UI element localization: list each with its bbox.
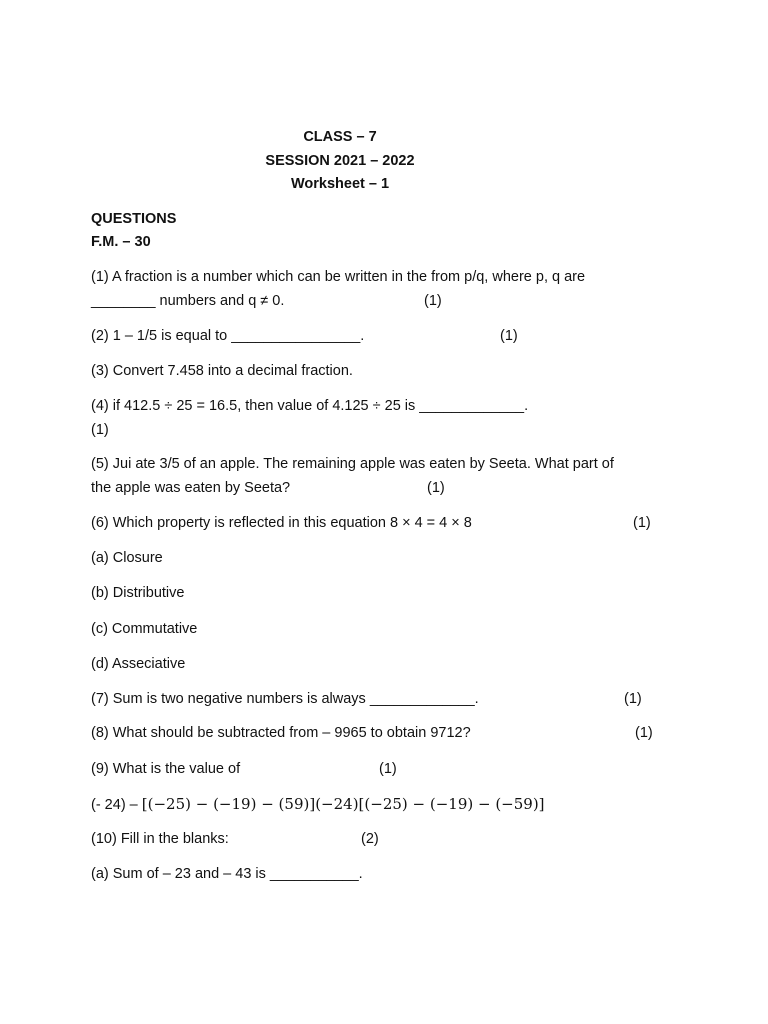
question-9-marks: (1) — [379, 761, 397, 777]
question-10: (10) Fill in the blanks: — [91, 831, 229, 847]
question-3: (3) Convert 7.458 into a decimal fraction. — [91, 363, 353, 379]
question-5-marks: (1) — [427, 480, 445, 496]
question-4: (4) if 412.5 ÷ 25 = 16.5, then value of 4.125 ÷ 25 is _____________. — [91, 398, 529, 414]
class-heading: CLASS – 7 — [303, 129, 377, 145]
worksheet-heading: Worksheet – 1 — [290, 176, 390, 192]
question-6-option-c: (c) Commutative — [91, 621, 198, 637]
question-1-marks: (1) — [424, 293, 442, 309]
question-5-line-1: (5) Jui ate 3/5 of an apple. The remaining apple was eaten by Seeta. What part of — [91, 456, 614, 472]
session-heading: SESSION 2021 – 2022 — [265, 153, 415, 169]
expression-prefix: (- 24) – — [91, 797, 142, 813]
question-6-option-d: (d) Asseciative — [91, 656, 186, 672]
question-6: (6) Which property is reflected in this equation 8 × 4 = 4 × 8 — [91, 515, 472, 531]
question-8: (8) What should be subtracted from – 9965 to obtain 9712? — [91, 725, 471, 741]
question-7: (7) Sum is two negative numbers is always _____________. — [91, 691, 479, 707]
question-6-marks: (1) — [633, 515, 651, 531]
question-1-line-2: ________ numbers and q ≠ 0. — [91, 293, 285, 309]
full-marks: F.M. – 30 — [91, 234, 151, 250]
question-4-marks: (1) — [91, 422, 109, 438]
question-5-line-2: the apple was eaten by Seeta? — [91, 480, 291, 496]
question-1-line-1: (1) A fraction is a number which can be written in the from p/q, where p, q are — [91, 269, 586, 285]
question-7-marks: (1) — [624, 691, 642, 707]
question-2: (2) 1 – 1/5 is equal to ________________. — [91, 328, 365, 344]
questions-label: QUESTIONS — [91, 211, 177, 227]
question-9-expression — [91, 795, 545, 813]
question-6-option-a: (a) Closure — [91, 550, 163, 566]
expression-math: [(−25) − (−19) − (59)](−24)[(−25) − (−19) − (−59)] — [141, 795, 545, 813]
question-8-marks: (1) — [635, 725, 653, 741]
question-10-part-a: (a) Sum of – 23 and – 43 is ___________. — [91, 866, 363, 882]
question-9: (9) What is the value of — [91, 761, 241, 777]
question-2-marks: (1) — [500, 328, 518, 344]
question-6-option-b: (b) Distributive — [91, 585, 185, 601]
question-10-marks: (2) — [361, 831, 379, 847]
